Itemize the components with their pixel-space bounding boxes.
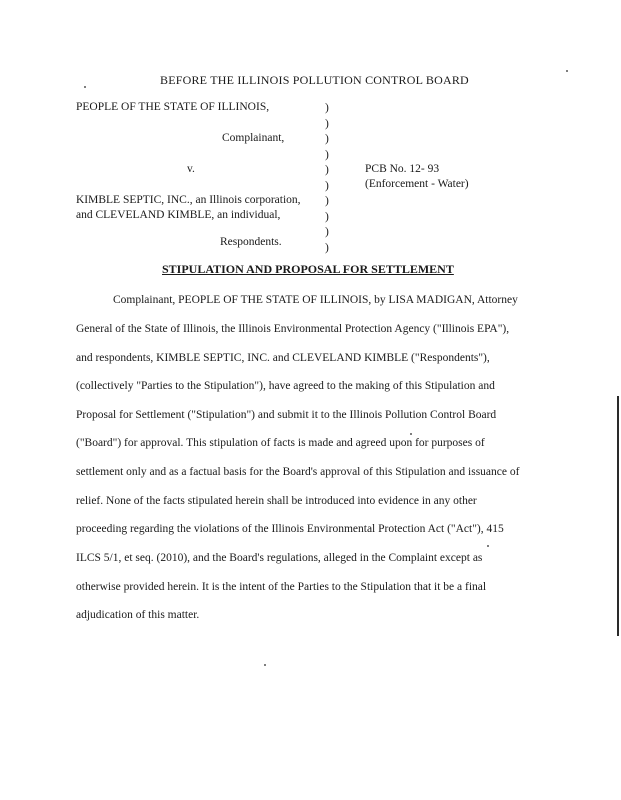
versus-label: v.: [187, 163, 195, 175]
body-line: and respondents, KIMBLE SEPTIC, INC. and CLEVELAND KIMBLE ("Respondents"),: [76, 352, 490, 364]
body-line: General of the State of Illinois, the Illinois Environmental Protection Agency ("Illinois EPA"),: [76, 323, 510, 335]
body-line: Complainant, PEOPLE OF THE STATE OF ILLINOIS, by LISA MADIGAN, Attorney: [113, 294, 518, 306]
case-type: (Enforcement - Water): [365, 178, 469, 190]
scan-speck: [264, 664, 266, 666]
body-line: Proposal for Settlement ("Stipulation") and submit it to the Illinois Pollution Control Board: [76, 409, 497, 421]
caption-paren: ): [325, 195, 329, 207]
scan-speck: [84, 86, 86, 88]
scan-speck: [410, 433, 412, 435]
plaintiff-role: Complainant,: [222, 132, 285, 144]
body-line: otherwise provided herein. It is the intent of the Parties to the Stipulation that it be a final: [76, 581, 487, 593]
caption-paren: ): [325, 148, 329, 161]
caption-parentheses: [325, 101, 337, 256]
caption-paren: ): [325, 241, 329, 254]
body-line: settlement only and as a factual basis for the Board's approval of this Stipulation and issuance of: [76, 466, 520, 478]
document-heading: STIPULATION AND PROPOSAL FOR SETTLEMENT: [162, 262, 454, 276]
scan-margin-mark: [617, 396, 619, 636]
defendant-line-1: KIMBLE SEPTIC, INC., an Illinois corporation,: [76, 194, 301, 206]
defendant-line-2: and CLEVELAND KIMBLE, an individual,: [76, 209, 281, 221]
body-line: proceeding regarding the violations of the Illinois Environmental Protection Act ("Act"), 415: [76, 523, 504, 535]
defendant-role: Respondents.: [220, 236, 282, 248]
caption-paren: ): [325, 210, 329, 223]
case-number: PCB No. 12- 93: [365, 163, 440, 175]
caption-paren: ): [325, 164, 329, 176]
caption-paren: ): [325, 102, 329, 114]
body-line: ("Board") for approval. This stipulation of facts is made and agreed upon for purposes of: [76, 437, 485, 449]
scan-speck: [566, 70, 568, 72]
caption-paren: ): [325, 117, 329, 130]
body-line: adjudication of this matter.: [76, 609, 200, 621]
caption-paren: ): [325, 226, 329, 238]
plaintiff-name: PEOPLE OF THE STATE OF ILLINOIS,: [76, 101, 270, 113]
body-line: (collectively "Parties to the Stipulation"), have agreed to the making of this Stipulation and: [76, 380, 495, 392]
scan-speck: [487, 545, 489, 547]
caption-paren: ): [325, 179, 329, 192]
body-line: ILCS 5/1, et seq. (2010), and the Board's regulations, alleged in the Complaint except as: [76, 552, 483, 564]
caption-paren: ): [325, 133, 329, 145]
body-line: relief. None of the facts stipulated herein shall be introduced into evidence in any other: [76, 495, 477, 507]
court-title: BEFORE THE ILLINOIS POLLUTION CONTROL BOARD: [160, 73, 469, 87]
